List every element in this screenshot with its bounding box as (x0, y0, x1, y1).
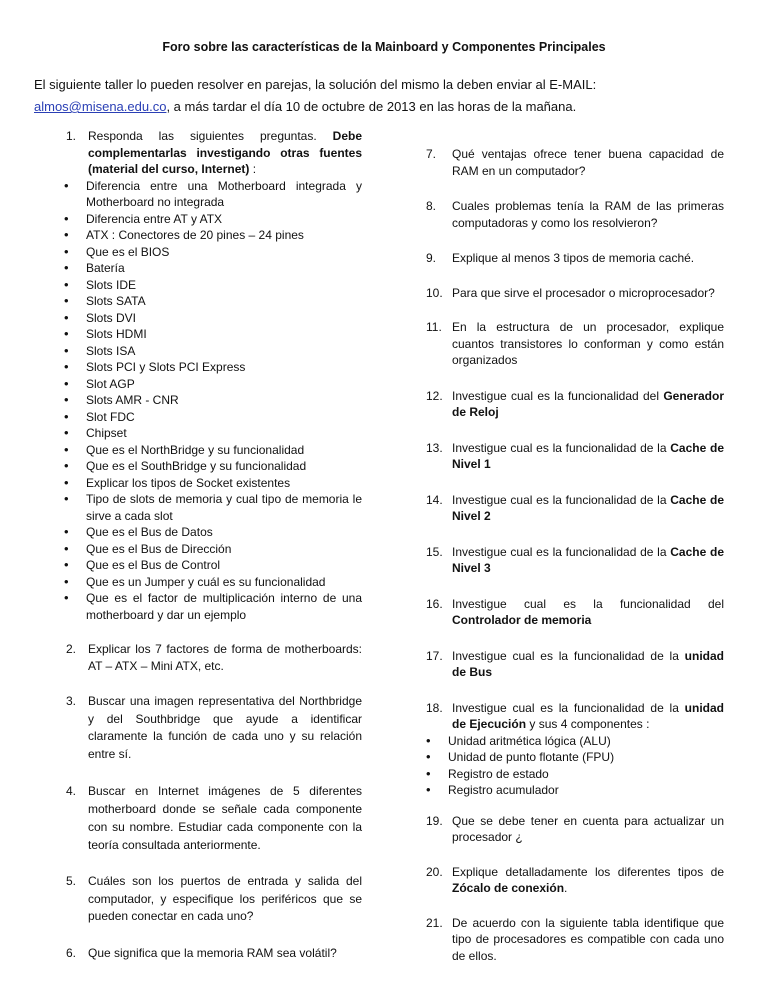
question-9: 9. Explique al menos 3 tipos de memoria caché. (426, 251, 695, 265)
question-number: 1. (66, 129, 77, 143)
list-item: • Slots SATA (64, 293, 362, 310)
right-column (426, 146, 724, 964)
list-item: • Slot FDC (64, 409, 362, 426)
list-item: • Unidad aritmética lógica (ALU) (426, 733, 724, 750)
list-item: • Slots HDMI (64, 326, 362, 343)
intro-line-1: El siguiente taller lo pueden resolver en parejas, la solución del mismo la deben enviar al E-MAIL: (34, 77, 597, 92)
intro-deadline: , a más tardar el día 10 de octubre de 2013 en las horas de la mañana. (166, 99, 577, 114)
list-item: • Slots IDE (64, 277, 362, 294)
list-item: • Que es el Bus de Dirección (64, 541, 362, 558)
list-item: • ATX : Conectores de 20 pines – 24 pines (64, 227, 362, 244)
intro-line-2 (34, 96, 754, 118)
question-12: 12. Investigue cual es la funcionalidad del Generador de Reloj (426, 388, 724, 419)
list-item: • Tipo de slots de memoria y cual tipo de memoria le sirve a cada slot (64, 491, 362, 524)
intro-paragraph (34, 74, 754, 118)
list-item: • Batería (64, 260, 362, 277)
question-14: 14. Investigue cual es la funcionalidad de la Cache de Nivel 2 (426, 492, 724, 523)
question-1-bullet-list (64, 178, 362, 624)
question-2: 2. Explicar los 7 factores de forma de motherboards: AT – ATX – Mini ATX, etc. (66, 642, 362, 673)
list-item: • Chipset (64, 425, 362, 442)
question-19: 19. Que se debe tener en cuenta para actualizar un procesador ¿ (426, 813, 724, 844)
question-5: 5. Cuáles son los puertos de entrada y salida del computador, y especifique los periféricos que se pueden conectar en cada uno? (66, 874, 362, 923)
question-15: 15. Investigue cual es la funcionalidad de la Cache de Nivel 3 (426, 544, 724, 575)
list-item: • Que es el Bus de Control (64, 557, 362, 574)
list-item: • Registro de estado (426, 766, 724, 783)
left-column (64, 128, 362, 961)
list-item: • Registro acumulador (426, 782, 724, 799)
list-item: • Que es el BIOS (64, 244, 362, 261)
question-18: 18. Investigue cual es la funcionalidad de la unidad de Ejecución y sus 4 componentes : (426, 700, 724, 731)
question-17: 17. Investigue cual es la funcionalidad de la unidad de Bus (426, 648, 724, 679)
question-6: 6. Que significa que la memoria RAM sea volátil? (66, 945, 337, 960)
question-21: 21. De acuerdo con la siguiente tabla identifique que tipo de procesadores es compatible con cada uno de ellos. (426, 915, 724, 963)
question-18-bullet-list (426, 733, 724, 799)
list-item: • Diferencia entre una Motherboard integrada y Motherboard no integrada (64, 178, 362, 211)
list-item: • Unidad de punto flotante (FPU) (426, 749, 724, 766)
question-11: 11. En la estructura de un procesador, explique cuantos transistores lo conforman y como están organizados (426, 320, 724, 367)
list-item: • Slots ISA (64, 343, 362, 360)
list-item: • Que es el factor de multiplicación interno de una motherboard y dar un ejemplo (64, 590, 362, 623)
question-10: 10. Para que sirve el procesador o microprocesador? (426, 285, 715, 300)
question-3: 3. Buscar una imagen representativa del Northbridge y del Southbridge que ayude a identificar claramente la función de cada uno y su relación entre sí. (66, 694, 362, 761)
list-item: • Explicar los tipos de Socket existentes (64, 475, 362, 492)
question-16: 16. Investigue cual es la funcionalidad del Controlador de memoria (426, 596, 724, 627)
list-item: • Slot AGP (64, 376, 362, 393)
question-7: 7. Qué ventajas ofrece tener buena capacidad de RAM en un computador? (426, 147, 724, 178)
question-8: 8. Cuales problemas tenía la RAM de las primeras computadoras y como los resolvieron? (426, 199, 724, 230)
question-13: 13. Investigue cual es la funcionalidad de la Cache de Nivel 1 (426, 440, 724, 471)
page-title: Foro sobre las características de la Mainboard y Componentes Principales (162, 40, 606, 54)
email-link[interactable]: almos@misena.edu.co (34, 99, 167, 114)
list-item: • Que es el SouthBridge y su funcionalidad (64, 458, 362, 475)
question-20: 20. Explique detalladamente los diferentes tipos de Zócalo de conexión. (426, 864, 724, 895)
list-item: • Diferencia entre AT y ATX (64, 211, 362, 228)
question-4: 4. Buscar en Internet imágenes de 5 diferentes motherboard donde se señale cada componente con su nombre. Estudiar cada componente con la teoría consultada anteriormente. (66, 784, 362, 852)
question-1: 1. Responda las siguientes preguntas. Debe complementarlas investigando otras fuentes (material del curso, Internet) : (66, 129, 362, 176)
list-item: • Que es el NorthBridge y su funcionalidad (64, 442, 362, 459)
list-item: • Que es un Jumper y cuál es su funcionalidad (64, 574, 362, 591)
list-item: • Que es el Bus de Datos (64, 524, 362, 541)
list-item: • Slots PCI y Slots PCI Express (64, 359, 362, 376)
list-item: • Slots DVI (64, 310, 362, 327)
list-item: • Slots AMR - CNR (64, 392, 362, 409)
